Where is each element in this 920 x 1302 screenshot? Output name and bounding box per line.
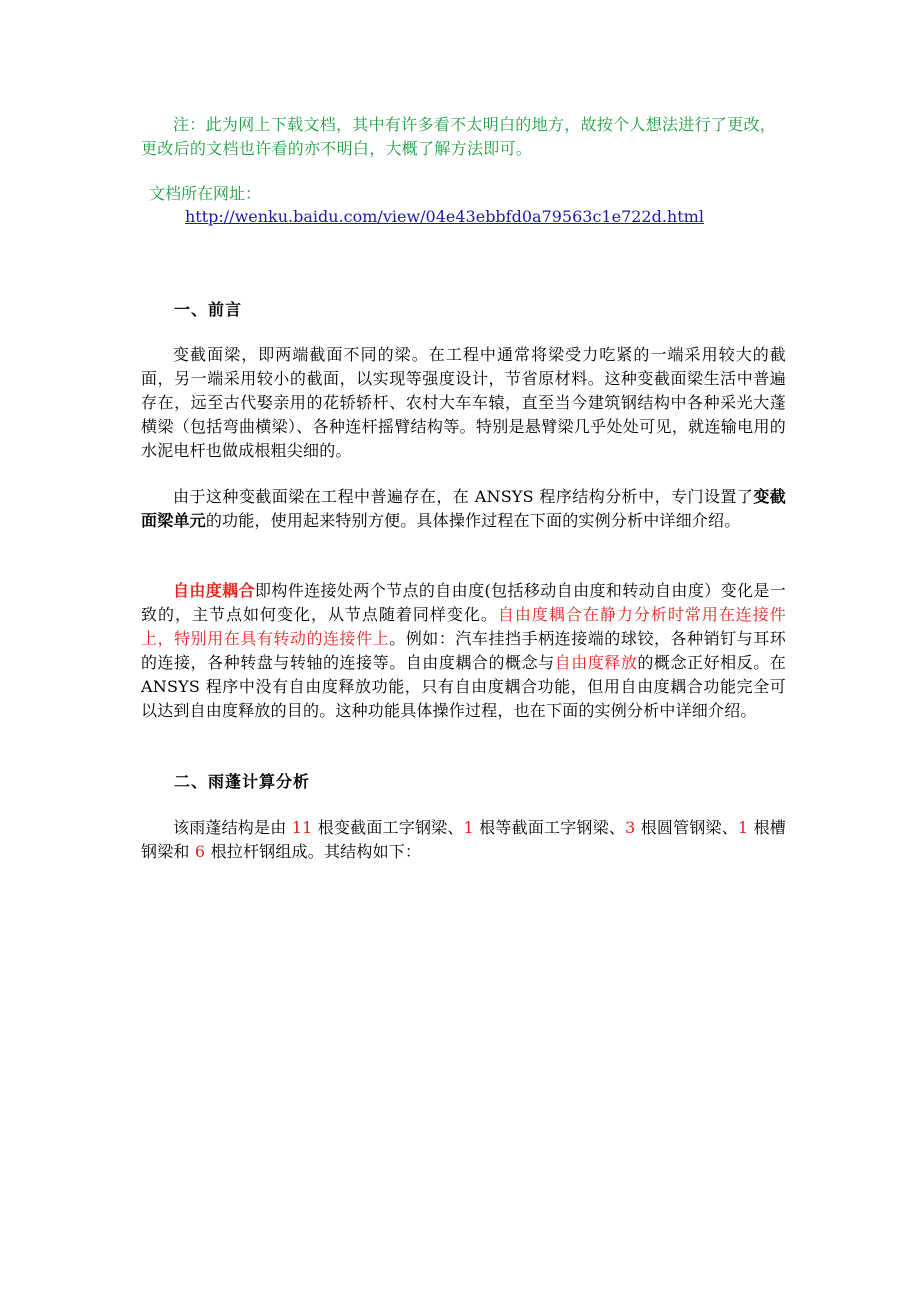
paragraph-variable-section-beam: 变截面梁，即两端截面不同的梁。在工程中通常将梁受力吃紧的一端采用较大的截面，另一端采用较小的截面，以实现等强度设计，节省原材料。这种变截面梁生活中普遍存在，远至古代娶亲用的花轿轿杆、农村大车车辕，直至当今建筑钢结构中各种采光大蓬横梁（包括弯曲横梁）、各种连杆摇臂结构等。特别是悬臂梁几乎处处可见，就连输电用的水泥电杆也做成根粗尖细的。 — [141, 345, 786, 460]
count-round-tube-beams: 3 — [625, 818, 636, 837]
canopy-text-f: 根拉杆钢组成。其结构如下： — [205, 842, 422, 861]
count-constant-i-beam: 1 — [463, 818, 474, 837]
canopy-text-c: 根等截面工字钢梁、 — [473, 818, 626, 837]
para3-text-c: 的概念正好相反。在 ANSYS 程序中没有自由度释放功能，只有自由度耦合功能，但用自由度耦合功能完全可以达到自由度释放的目的。这种功能具体操作过程，也在下面的实例分析中详细介绍。 — [141, 653, 786, 720]
canopy-text-e: 根槽钢梁和 — [141, 818, 786, 861]
section-heading-preface: 一、前言 — [174, 300, 243, 319]
paragraph-ansys-beam-element — [141, 485, 786, 533]
count-channel-beam: 1 — [737, 818, 749, 837]
para3-text-a: 即构件连接处两个节点的自由度(包括移动自由度和转动自由度）变化是一致的，主节点如何变化，从节点随着同样变化。 — [141, 581, 786, 624]
source-url-label: 文档所在网址： — [149, 184, 262, 203]
count-variable-i-beams: 11 — [291, 818, 313, 837]
para3-red-highlight: 自由度耦合在静力分析时常用在连接件上，特别用在具有转动的连接件上 — [141, 605, 787, 648]
section-heading-canopy-analysis: 二、雨蓬计算分析 — [174, 772, 311, 791]
canopy-text-b: 根变截面工字钢梁、 — [312, 818, 464, 837]
dof-coupling-term: 自由度耦合 — [173, 581, 255, 600]
count-tie-rods: 6 — [194, 842, 206, 861]
dof-release-term: 自由度释放 — [554, 653, 638, 672]
para2-text-b: 的功能，使用起来特别方便。具体操作过程在下面的实例分析中详细介绍。 — [205, 511, 741, 530]
paragraph-dof-coupling — [141, 579, 786, 723]
para3-text-b: 。例如：汽车挂挡手柄连接端的球铰，各种销钉与耳环的连接，各种转盘与转轴的连接等。自由度耦合的概念与 — [141, 629, 786, 672]
source-url-link[interactable]: http://wenku.baidu.com/view/04e43ebbfd0a79563c1e722d.html — [185, 207, 704, 226]
paragraph-canopy-structure — [141, 816, 786, 864]
canopy-text-d: 根圆管钢梁、 — [635, 818, 738, 837]
canopy-text-a: 该雨蓬结构是由 — [173, 818, 292, 837]
para2-text-a: 由于这种变截面梁在工程中普遍存在，在 ANSYS 程序结构分析中，专门设置了 — [173, 487, 754, 506]
download-note: 注：此为网上下载文档，其中有许多看不太明白的地方，故按个人想法进行了更改，更改后的文档也许看的亦不明白，大概了解方法即可。 — [141, 115, 777, 158]
para2-bold-term: 变截面梁单元 — [141, 487, 787, 530]
